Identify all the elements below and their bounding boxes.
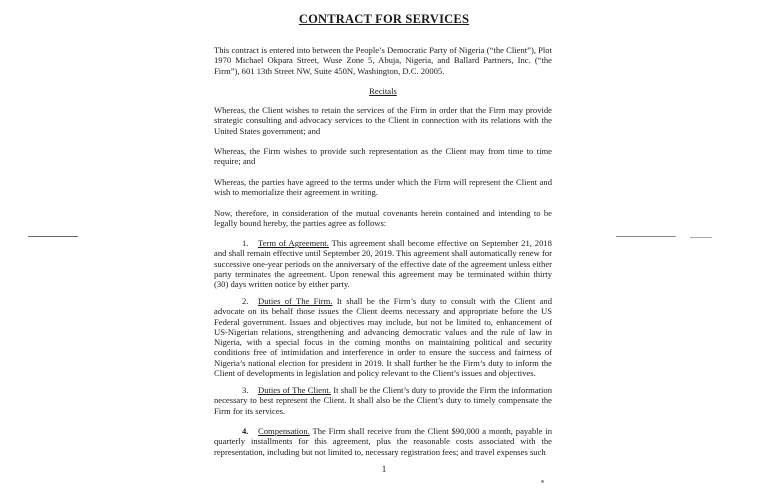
recital-1: Whereas, the Client wishes to retain the services of the Firm in order that the Firm may provide strategic consulting and advocacy services to the Client in connection with its relations with the United States government; and <box>214 105 552 136</box>
clause-text: It shall be the Client’s duty to provide the Firm the information necessary to best represent the Client. It shall also be the Client’s duty to timely compensate the Firm for its services. <box>214 385 553 416</box>
clause-text: It shall be the Firm’s duty to consult with the Client and advocate on its behalf those issues the Client deems necessary and appropriate before the US Federal government. Issues and objectives may include, but not be limited to, enhancement of US-Nigerian relations, strengthening and advancing democratic values and the rule of law in Nigeria, with a special focus in the coming months on maintaining political and security conditions free of intimidation and interference in order to ensure the success and fairness of Nigeria’s national election for president in 2019. It shall further be the Firm’s duty to inform the Client of developments in legislation and policy relevant to the Client’s issues and objectives. <box>214 296 553 379</box>
clause-number: 3. <box>242 385 249 395</box>
clause-number: 1. <box>242 238 249 248</box>
clause-heading: Duties of The Client. <box>258 385 331 395</box>
clause-text: The Firm shall receive from the Client $90,000 a month, payable in quarterly installments for this agreement, plus the reasonable costs associated with the representation, including but not limited to, necessary registration fees; and travel expenses such <box>214 426 552 457</box>
clause-text: This agreement shall become effective on September 21, 2018 and shall remain effective until September 20, 2019. This agreement shall automatically renew for successive one-year periods on the anniversary of the effective date of the agreement unless either party terminates the agreement. Upon renewal this agreement may be terminated within thirty (30) days written notice by either party. <box>214 238 552 290</box>
scan-artifact-right <box>616 236 676 237</box>
intro-paragraph: This contract is entered into between the People’s Democratic Party of Nigeria (“the Client”), Plot 1970 Michael Okpara Street, Wuse Zone 5, Abuja, Nigeria, and Ballard Partners, Inc. (“the Firm”), 601 13th Street NW, Suite 450N, Washington, D.C. 20005. <box>214 45 552 76</box>
scan-artifact-right-2 <box>690 237 712 238</box>
clause-heading: Term of Agreement. <box>258 238 329 248</box>
recital-2: Whereas, the Firm wishes to provide such representation as the Client may from time to time require; and <box>214 146 552 167</box>
now-therefore-paragraph: Now, therefore, in consideration of the mutual covenants herein contained and intending to be legally bound hereby, the parties agree as follows: <box>214 208 552 229</box>
clause-number: 4. <box>242 426 249 436</box>
clause-duties-firm <box>214 296 552 378</box>
clause-heading: Compensation. <box>258 426 310 436</box>
page-number: 1 <box>381 464 387 474</box>
scan-artifact-left <box>28 236 78 237</box>
clause-heading: Duties of The Firm. <box>258 296 333 306</box>
clause-number: 2. <box>242 296 249 306</box>
clause-term <box>214 238 552 289</box>
clause-compensation <box>214 426 552 457</box>
clause-duties-client <box>214 385 552 416</box>
recital-3: Whereas, the parties have agreed to the terms under which the Firm will represent the Client and wish to memorialize their agreement in writing. <box>214 177 552 198</box>
recitals-heading: Recitals <box>369 86 397 96</box>
scan-artifact-dot <box>541 480 544 483</box>
document-title: CONTRACT FOR SERVICES <box>298 12 470 26</box>
